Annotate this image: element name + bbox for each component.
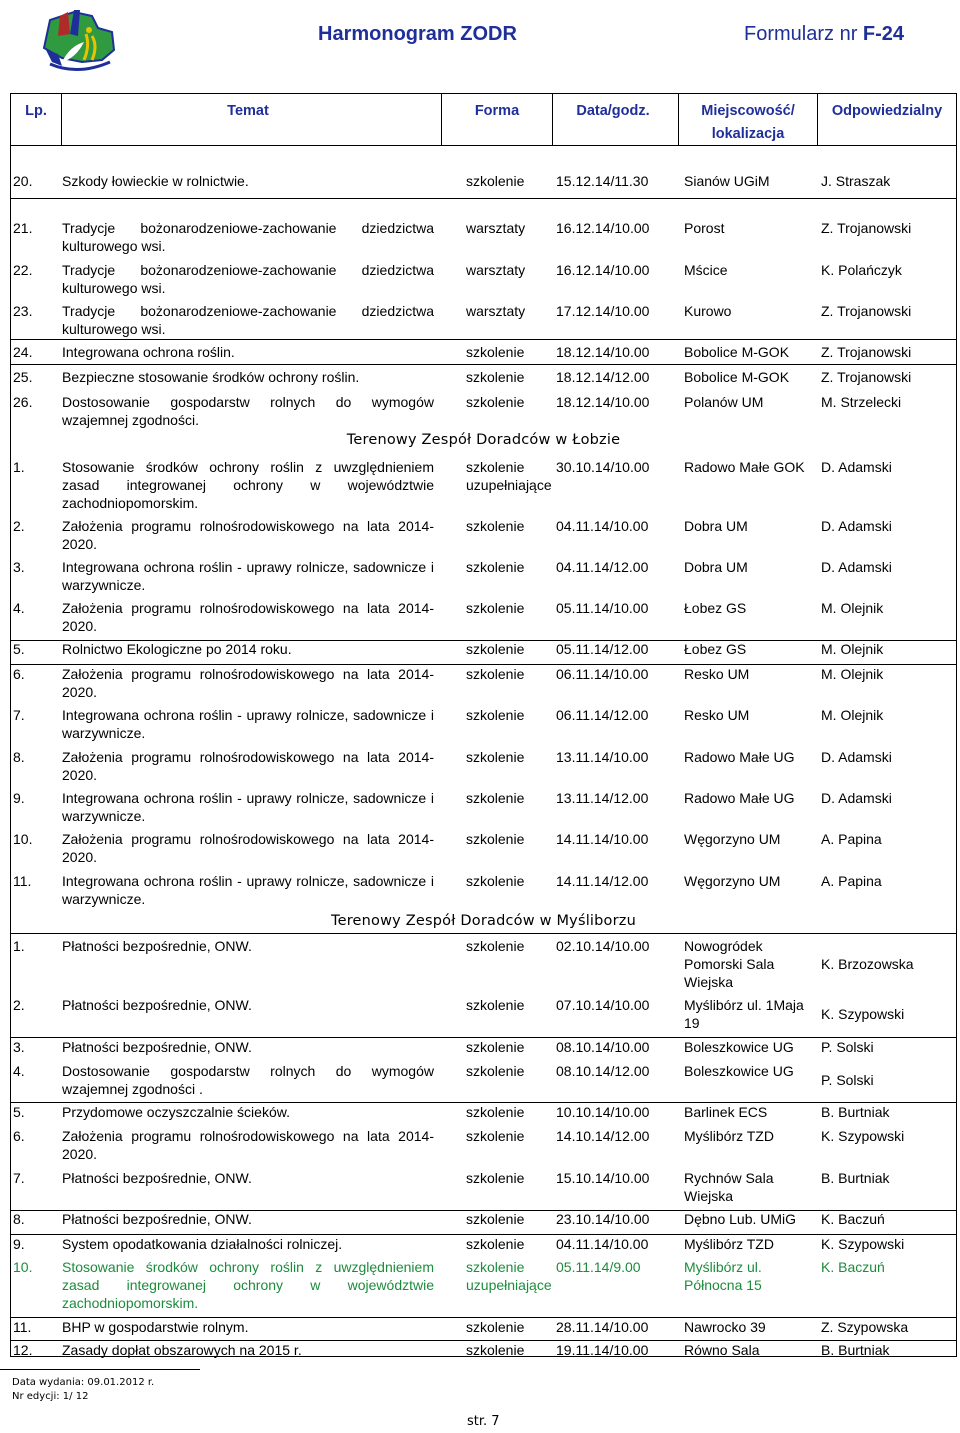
row-topic: Stosowanie środków ochrony roślin z uwzględnieniem zasad integrowanej ochrony w województwie zachodniopomorskim. (62, 1259, 434, 1311)
row-date: 16.12.14/10.00 (556, 262, 650, 278)
row-number: 10. (13, 831, 33, 847)
row-topic: Płatności bezpośrednie, ONW. (62, 1039, 252, 1055)
row-place: Myślibórz TZD (684, 1128, 774, 1144)
row-number: 22. (13, 262, 33, 278)
row-form: szkolenie (466, 394, 525, 410)
row-responsible: P. Solski (821, 1039, 874, 1055)
row-form: szkolenie (466, 831, 525, 847)
row-responsible: K. Baczuń (821, 1211, 885, 1227)
row-number: 5. (13, 641, 25, 657)
row-place: Polanów UM (684, 394, 764, 410)
row-topic: Integrowana ochrona roślin - uprawy rolnicze, sadownicze i warzywnicze. (62, 790, 434, 824)
row-place: Mścice (684, 262, 728, 278)
row-form: szkolenie (466, 600, 525, 616)
section-title-mysliborz: Terenowy Zespół Doradców w Myśliborzu (330, 913, 636, 929)
row-date: 30.10.14/10.00 (556, 459, 650, 475)
row-number: 4. (13, 1063, 25, 1079)
row-form: szkolenie (466, 790, 525, 806)
col-resp: Odpowiedzialny (831, 103, 943, 119)
row-number: 8. (13, 1211, 25, 1227)
row-date: 16.12.14/10.00 (556, 220, 650, 236)
row-divider (11, 640, 956, 641)
row-date: 08.10.14/12.00 (556, 1063, 650, 1079)
row-responsible: B. Burtniak (821, 1170, 890, 1186)
row-place: Myślibórz TZD (684, 1236, 774, 1252)
row-form: szkolenie (466, 1128, 525, 1144)
row-date: 18.12.14/10.00 (556, 344, 650, 360)
row-responsible: M. Strzelecki (821, 394, 902, 410)
row-date: 17.12.14/10.00 (556, 303, 650, 319)
row-responsible: B. Burtniak (821, 1342, 890, 1358)
row-place: Resko UM (684, 666, 750, 682)
row-place: Barlinek ECS (684, 1104, 768, 1120)
document-title: Harmonogram ZODR (318, 23, 517, 45)
row-place: Łobez GS (684, 641, 747, 657)
row-responsible: Z. Trojanowski (821, 303, 912, 319)
col-place-line2: lokalizacja (711, 126, 785, 142)
col-place (679, 100, 817, 146)
row-form: szkolenie (466, 173, 525, 189)
row-responsible: B. Burtniak (821, 1104, 890, 1120)
row-date: 07.10.14/10.00 (556, 997, 650, 1013)
row-number: 3. (13, 1039, 25, 1055)
row-number: 8. (13, 749, 25, 765)
row-number: 9. (13, 790, 25, 806)
row-divider (11, 364, 956, 365)
row-number: 3. (13, 559, 25, 575)
row-date: 04.11.14/10.00 (556, 518, 649, 534)
row-topic: Integrowana ochrona roślin - uprawy rolnicze, sadownicze i warzywnicze. (62, 873, 434, 907)
row-topic: Tradycje bożonarodzeniowe-zachowanie dziedzictwa kulturowego wsi. (62, 220, 434, 254)
row-form: szkolenie (466, 369, 525, 385)
row-place: Dębno Lub. UMiG (684, 1211, 797, 1227)
row-form: szkolenie (466, 707, 525, 723)
row-form: warsztaty (466, 262, 526, 278)
col-place-line1: Miejscowość/ (701, 103, 795, 119)
row-form: szkolenie (466, 749, 525, 765)
row-topic: Przydomowe oczyszczalnie ścieków. (62, 1104, 290, 1120)
page-header (0, 0, 960, 90)
row-responsible: K. Brzozowska (821, 956, 914, 972)
row-form: szkolenie (466, 518, 525, 534)
row-divider (11, 664, 956, 665)
row-number: 2. (13, 997, 25, 1013)
row-place: Kurowo (684, 303, 732, 319)
row-place: Węgorzyno UM (684, 831, 781, 847)
row-place: Resko UM (684, 707, 750, 723)
section-title-lobez: Terenowy Zespół Doradców w Łobzie (346, 432, 621, 448)
row-place: Sianów UGiM (684, 173, 770, 189)
row-place: Łobez GS (684, 600, 747, 616)
row-responsible: K. Polańczyk (821, 262, 902, 278)
row-topic: Płatności bezpośrednie, ONW. (62, 938, 252, 954)
col-lp: Lp. (25, 103, 47, 119)
row-place: Równo Sala (684, 1342, 760, 1358)
row-place: Dobra UM (684, 559, 748, 575)
row-number: 1. (13, 938, 25, 954)
row-divider (11, 339, 956, 340)
row-number: 25. (13, 369, 33, 385)
row-responsible: D. Adamski (821, 459, 892, 475)
row-responsible: M. Olejnik (821, 707, 884, 723)
row-responsible: A. Papina (821, 873, 882, 889)
row-date: 18.12.14/12.00 (556, 369, 650, 385)
row-date: 05.11.14/10.00 (556, 600, 649, 616)
row-number: 7. (13, 1170, 25, 1186)
row-place: Bobolice M-GOK (684, 344, 790, 360)
row-date: 18.12.14/10.00 (556, 394, 650, 410)
row-date: 19.11.14/10.00 (556, 1342, 649, 1358)
row-responsible: Z. Trojanowski (821, 369, 912, 385)
row-topic: Założenia programu rolnośrodowiskowego na lata 2014-2020. (62, 666, 434, 700)
row-place: Węgorzyno UM (684, 873, 781, 889)
row-place: Porost (684, 220, 725, 236)
row-responsible: D. Adamski (821, 790, 892, 806)
row-responsible: P. Solski (821, 1072, 874, 1088)
row-number: 20. (13, 173, 33, 189)
row-date: 13.11.14/10.00 (556, 749, 649, 765)
row-responsible: D. Adamski (821, 518, 892, 534)
row-form: szkolenie (466, 1236, 525, 1252)
row-place: Radowo Małe GOK (684, 459, 805, 475)
page-number: str. 7 (467, 1414, 500, 1429)
schedule-table (10, 93, 957, 1357)
row-topic: Szkody łowieckie w rolnictwie. (62, 173, 249, 189)
row-topic: System opodatkowania działalności rolniczej. (62, 1236, 343, 1252)
row-topic: Stosowanie środków ochrony roślin z uwzględnieniem zasad integrowanej ochrony w województwie zachodniopomorskim. (62, 459, 434, 511)
row-topic: Założenia programu rolnośrodowiskowego na lata 2014-2020. (62, 518, 434, 552)
zodr-logo-icon (40, 6, 120, 78)
row-number: 11. (13, 873, 32, 889)
row-date: 10.10.14/10.00 (556, 1104, 650, 1120)
row-number: 10. (13, 1259, 33, 1275)
row-date: 14.11.14/10.00 (556, 831, 649, 847)
row-divider (11, 1234, 956, 1235)
row-form: szkolenie (466, 1170, 525, 1186)
row-date: 06.11.14/10.00 (556, 666, 649, 682)
row-form: szkolenie uzupełniające (466, 1259, 552, 1293)
row-form: szkolenie (466, 1211, 525, 1227)
row-responsible: D. Adamski (821, 559, 892, 575)
row-divider (11, 1340, 956, 1341)
row-date: 02.10.14/10.00 (556, 938, 650, 954)
row-form: szkolenie (466, 873, 525, 889)
row-place: Rychnów Sala Wiejska (684, 1170, 774, 1204)
row-place: Nowogródek Pomorski Sala Wiejska (684, 938, 775, 990)
row-topic: Bezpieczne stosowanie środków ochrony roślin. (62, 369, 360, 385)
row-place: Boleszkowice UG (684, 1039, 794, 1055)
row-responsible: M. Olejnik (821, 600, 884, 616)
row-form: szkolenie (466, 559, 525, 575)
row-divider (11, 1210, 956, 1211)
row-responsible: J. Straszak (821, 173, 891, 189)
table-header (11, 94, 956, 146)
row-responsible: Z. Trojanowski (821, 220, 912, 236)
row-responsible: K. Szypowski (821, 1236, 905, 1252)
row-topic: BHP w gospodarstwie rolnym. (62, 1319, 249, 1335)
row-form: szkolenie uzupełniające (466, 459, 552, 493)
row-number: 26. (13, 394, 33, 410)
row-date: 15.10.14/10.00 (556, 1170, 650, 1186)
row-place: Radowo Małe UG (684, 749, 795, 765)
row-date: 08.10.14/10.00 (556, 1039, 650, 1055)
row-topic: Założenia programu rolnośrodowiskowego na lata 2014-2020. (62, 1128, 434, 1162)
form-number-label: Formularz nr (744, 23, 863, 45)
row-responsible: D. Adamski (821, 749, 892, 765)
row-form: szkolenie (466, 1342, 525, 1358)
row-responsible: K. Baczuń (821, 1259, 885, 1275)
row-divider (11, 1317, 956, 1318)
row-topic: Założenia programu rolnośrodowiskowego na lata 2014-2020. (62, 831, 434, 865)
row-date: 23.10.14/10.00 (556, 1211, 650, 1227)
row-topic: Integrowana ochrona roślin. (62, 344, 235, 360)
row-number: 9. (13, 1236, 25, 1252)
row-number: 21. (13, 220, 33, 236)
row-place: Nawrocko 39 (684, 1319, 766, 1335)
row-topic: Założenia programu rolnośrodowiskowego na lata 2014-2020. (62, 749, 434, 783)
row-topic: Płatności bezpośrednie, ONW. (62, 997, 252, 1013)
footer-rule (0, 1369, 200, 1370)
row-place: Dobra UM (684, 518, 748, 534)
row-topic: Dostosowanie gospodarstw rolnych do wymogów wzajemnej zgodności. (62, 394, 434, 428)
row-responsible: M. Olejnik (821, 666, 884, 682)
row-date: 04.11.14/10.00 (556, 1236, 649, 1252)
row-form: szkolenie (466, 666, 525, 682)
row-form: szkolenie (466, 1039, 525, 1055)
row-number: 7. (13, 707, 25, 723)
row-topic: Zasady dopłat obszarowych na 2015 r. (62, 1342, 302, 1358)
col-topic: Temat (227, 103, 269, 119)
row-place: Bobolice M-GOK (684, 369, 790, 385)
row-divider (11, 198, 956, 199)
row-form: szkolenie (466, 938, 525, 954)
row-topic: Tradycje bożonarodzeniowe-zachowanie dziedzictwa kulturowego wsi. (62, 303, 434, 337)
row-date: 04.11.14/12.00 (556, 559, 649, 575)
row-topic: Tradycje bożonarodzeniowe-zachowanie dziedzictwa kulturowego wsi. (62, 262, 434, 296)
row-form: szkolenie (466, 1319, 525, 1335)
row-number: 6. (13, 666, 25, 682)
col-form: Forma (474, 103, 520, 119)
row-number: 23. (13, 303, 33, 319)
row-place: Boleszkowice UG (684, 1063, 794, 1079)
row-date: 14.11.14/12.00 (556, 873, 649, 889)
row-place: Myślibórz ul. Północna 15 (684, 1259, 762, 1293)
row-date: 05.11.14/12.00 (556, 641, 649, 657)
row-form: warsztaty (466, 303, 526, 319)
row-date: 13.11.14/12.00 (556, 790, 649, 806)
row-form: szkolenie (466, 997, 525, 1013)
row-responsible: Z. Szypowska (821, 1319, 909, 1335)
row-date: 15.12.14/11.30 (556, 173, 649, 189)
row-divider (11, 933, 956, 934)
row-date: 05.11.14/9.00 (556, 1259, 641, 1275)
row-topic: Płatności bezpośrednie, ONW. (62, 1211, 252, 1227)
row-number: 4. (13, 600, 25, 616)
row-place: Radowo Małe UG (684, 790, 795, 806)
row-number: 12. (13, 1342, 33, 1358)
row-form: szkolenie (466, 1104, 525, 1120)
row-responsible: K. Szypowski (821, 1128, 905, 1144)
form-number (744, 23, 904, 46)
row-date: 06.11.14/12.00 (556, 707, 649, 723)
row-topic: Rolnictwo Ekologiczne po 2014 roku. (62, 641, 292, 657)
form-number-code: F-24 (862, 23, 905, 45)
row-place: Myślibórz ul. 1Maja 19 (684, 997, 804, 1031)
row-topic: Integrowana ochrona roślin - uprawy rolnicze, sadownicze i warzywnicze. (62, 559, 434, 593)
row-number: 6. (13, 1128, 25, 1144)
row-topic: Założenia programu rolnośrodowiskowego na lata 2014-2020. (62, 600, 434, 634)
edition-number: Nr edycji: 1/ 12 (12, 1391, 89, 1402)
row-form: szkolenie (466, 1063, 525, 1079)
row-topic: Płatności bezpośrednie, ONW. (62, 1170, 252, 1186)
row-number: 5. (13, 1104, 25, 1120)
row-number: 1. (13, 459, 25, 475)
row-responsible: A. Papina (821, 831, 882, 847)
row-form: warsztaty (466, 220, 526, 236)
col-date: Data/godz. (576, 103, 650, 119)
row-number: 2. (13, 518, 25, 534)
row-responsible: Z. Trojanowski (821, 344, 912, 360)
row-date: 14.10.14/12.00 (556, 1128, 650, 1144)
row-topic: Dostosowanie gospodarstw rolnych do wymogów wzajemnej zgodności . (62, 1063, 434, 1097)
row-form: szkolenie (466, 641, 525, 657)
issue-date: Data wydania: 09.01.2012 r. (12, 1377, 155, 1388)
row-topic: Integrowana ochrona roślin - uprawy rolnicze, sadownicze i warzywnicze. (62, 707, 434, 741)
row-date: 28.11.14/10.00 (556, 1319, 649, 1335)
row-divider (11, 1102, 956, 1103)
row-responsible: M. Olejnik (821, 641, 884, 657)
row-number: 11. (13, 1319, 32, 1335)
row-divider (11, 1037, 956, 1038)
row-form: szkolenie (466, 344, 525, 360)
row-responsible: K. Szypowski (821, 1006, 905, 1022)
row-number: 24. (13, 344, 33, 360)
